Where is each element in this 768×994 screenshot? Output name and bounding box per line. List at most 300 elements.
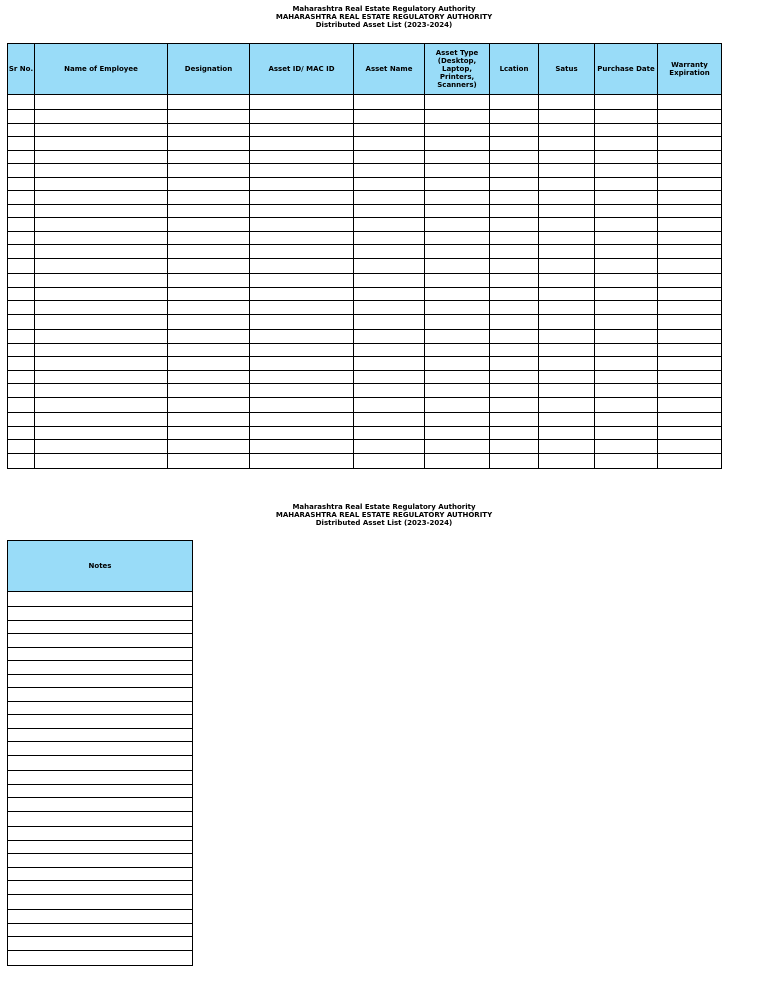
table-row (8, 742, 193, 756)
table-cell (354, 454, 425, 469)
table-cell (658, 191, 722, 205)
table-row (8, 910, 193, 924)
table-cell (425, 398, 490, 413)
table-cell (490, 344, 539, 357)
table-cell (539, 232, 595, 245)
table-cell (35, 398, 168, 413)
table-cell (8, 315, 35, 330)
table-cell (35, 259, 168, 274)
table-cell (168, 245, 250, 259)
table-cell (658, 398, 722, 413)
table-cell (250, 259, 354, 274)
table-cell (168, 151, 250, 164)
table-cell (168, 164, 250, 178)
table-cell (8, 137, 35, 151)
table-cell (35, 218, 168, 232)
table-cell (168, 218, 250, 232)
table-row (8, 937, 193, 951)
table-row (8, 895, 193, 910)
table-row (8, 371, 722, 384)
table-cell (539, 164, 595, 178)
header-document-title: Distributed Asset List (2023-2024) (315, 519, 453, 527)
table-cell (250, 218, 354, 232)
table-cell (354, 427, 425, 440)
table-row (8, 110, 722, 124)
table-cell (539, 344, 595, 357)
table-cell (658, 259, 722, 274)
table-cell (8, 841, 193, 854)
table-cell (8, 330, 35, 344)
table-cell (539, 137, 595, 151)
table-cell (425, 371, 490, 384)
table-cell (658, 218, 722, 232)
table-cell (425, 344, 490, 357)
table-row (8, 384, 722, 398)
table-cell (595, 205, 658, 218)
table-cell (8, 951, 193, 966)
column-header-status: Satus (539, 44, 595, 95)
table-cell (595, 413, 658, 427)
table-cell (658, 124, 722, 137)
table-cell (490, 164, 539, 178)
asset-table-body (8, 95, 722, 469)
table-row (8, 259, 722, 274)
table-cell (354, 137, 425, 151)
table-cell (658, 301, 722, 315)
table-cell (658, 440, 722, 454)
table-cell (354, 191, 425, 205)
table-cell (658, 245, 722, 259)
table-cell (8, 742, 193, 756)
table-cell (539, 427, 595, 440)
table-cell (539, 124, 595, 137)
table-cell (8, 178, 35, 191)
table-row (8, 164, 722, 178)
table-cell (8, 771, 193, 785)
table-cell (595, 301, 658, 315)
table-cell (539, 178, 595, 191)
table-cell (8, 151, 35, 164)
table-cell (539, 274, 595, 288)
table-row (8, 427, 722, 440)
table-cell (490, 398, 539, 413)
table-cell (8, 218, 35, 232)
table-cell (595, 259, 658, 274)
table-cell (425, 288, 490, 301)
table-cell (595, 110, 658, 124)
table-cell (250, 137, 354, 151)
table-cell (425, 191, 490, 205)
table-cell (490, 110, 539, 124)
table-cell (354, 330, 425, 344)
table-cell (168, 427, 250, 440)
table-cell (490, 301, 539, 315)
table-cell (168, 124, 250, 137)
table-row (8, 344, 722, 357)
table-cell (8, 937, 193, 951)
table-cell (490, 330, 539, 344)
column-header-location: Lcation (490, 44, 539, 95)
table-cell (354, 218, 425, 232)
table-row (8, 440, 722, 454)
table-cell (250, 164, 354, 178)
table-cell (490, 95, 539, 110)
column-header-asset-type: Asset Type (Desktop, Laptop, Printers, Scanners) (425, 44, 490, 95)
table-cell (354, 440, 425, 454)
table-cell (595, 344, 658, 357)
table-row (8, 841, 193, 854)
table-row (8, 592, 193, 607)
table-row (8, 924, 193, 937)
table-row (8, 771, 193, 785)
table-cell (250, 371, 354, 384)
table-row (8, 245, 722, 259)
table-cell (354, 398, 425, 413)
column-header-asset-name: Asset Name (354, 44, 425, 95)
table-cell (168, 330, 250, 344)
table-cell (595, 124, 658, 137)
table-cell (425, 384, 490, 398)
table-cell (354, 259, 425, 274)
table-cell (490, 232, 539, 245)
table-cell (539, 95, 595, 110)
table-cell (595, 164, 658, 178)
table-row (8, 785, 193, 798)
table-cell (8, 205, 35, 218)
header-org-name: Maharashtra Real Estate Regulatory Authority (292, 503, 476, 511)
table-cell (168, 95, 250, 110)
table-cell (8, 259, 35, 274)
table-cell (8, 895, 193, 910)
table-row (8, 301, 722, 315)
table-cell (539, 398, 595, 413)
table-cell (595, 288, 658, 301)
header-org-name-caps: MAHARASHTRA REAL ESTATE REGULATORY AUTHORITY (275, 511, 493, 519)
table-cell (35, 440, 168, 454)
table-cell (658, 137, 722, 151)
table-cell (8, 592, 193, 607)
table-cell (8, 756, 193, 771)
table-cell (595, 384, 658, 398)
table-cell (8, 854, 193, 868)
table-cell (425, 95, 490, 110)
table-cell (8, 648, 193, 661)
table-cell (425, 440, 490, 454)
table-row (8, 756, 193, 771)
table-cell (490, 178, 539, 191)
table-cell (354, 245, 425, 259)
table-cell (35, 384, 168, 398)
table-row (8, 95, 722, 110)
asset-list-table (7, 43, 722, 469)
table-row (8, 868, 193, 881)
table-cell (595, 178, 658, 191)
notes-table-body (8, 592, 193, 966)
table-cell (354, 178, 425, 191)
table-cell (8, 868, 193, 881)
table-cell (425, 454, 490, 469)
table-cell (354, 357, 425, 371)
table-cell (35, 164, 168, 178)
table-cell (8, 634, 193, 648)
table-cell (354, 110, 425, 124)
table-cell (490, 384, 539, 398)
table-cell (250, 178, 354, 191)
bottom-page-header (0, 503, 768, 527)
table-cell (168, 413, 250, 427)
table-row (8, 715, 193, 729)
table-row (8, 232, 722, 245)
table-cell (425, 178, 490, 191)
table-cell (425, 301, 490, 315)
table-row (8, 661, 193, 675)
table-cell (354, 344, 425, 357)
table-cell (425, 357, 490, 371)
table-cell (425, 164, 490, 178)
column-header-warranty-expiration: Warranty Expiration (658, 44, 722, 95)
table-row (8, 218, 722, 232)
table-cell (168, 288, 250, 301)
table-cell (539, 259, 595, 274)
table-cell (35, 288, 168, 301)
table-row (8, 881, 193, 895)
table-cell (595, 454, 658, 469)
table-cell (595, 315, 658, 330)
table-cell (539, 191, 595, 205)
table-cell (490, 259, 539, 274)
table-cell (35, 191, 168, 205)
table-cell (168, 232, 250, 245)
table-cell (354, 315, 425, 330)
table-cell (250, 440, 354, 454)
table-cell (8, 798, 193, 812)
table-cell (490, 357, 539, 371)
table-cell (595, 151, 658, 164)
table-cell (8, 124, 35, 137)
table-cell (168, 301, 250, 315)
table-cell (658, 315, 722, 330)
table-cell (168, 137, 250, 151)
table-row (8, 274, 722, 288)
table-row (8, 812, 193, 827)
table-cell (8, 95, 35, 110)
table-cell (595, 274, 658, 288)
table-cell (8, 454, 35, 469)
table-cell (425, 330, 490, 344)
table-cell (354, 384, 425, 398)
table-cell (539, 384, 595, 398)
table-cell (425, 137, 490, 151)
table-cell (425, 413, 490, 427)
column-header-designation: Designation (168, 44, 250, 95)
table-cell (425, 218, 490, 232)
table-cell (8, 371, 35, 384)
top-page-header (0, 5, 768, 29)
table-cell (168, 398, 250, 413)
notes-table (7, 540, 193, 966)
table-row (8, 634, 193, 648)
table-cell (658, 274, 722, 288)
table-cell (8, 413, 35, 427)
table-row (8, 288, 722, 301)
table-cell (8, 191, 35, 205)
table-cell (425, 427, 490, 440)
table-row (8, 951, 193, 966)
table-cell (35, 178, 168, 191)
table-cell (35, 357, 168, 371)
table-cell (8, 288, 35, 301)
table-cell (250, 398, 354, 413)
table-cell (250, 384, 354, 398)
table-cell (490, 274, 539, 288)
table-cell (658, 110, 722, 124)
table-cell (250, 454, 354, 469)
table-cell (8, 621, 193, 634)
table-cell (8, 675, 193, 688)
table-cell (8, 274, 35, 288)
table-cell (168, 191, 250, 205)
table-cell (8, 398, 35, 413)
table-row (8, 675, 193, 688)
table-cell (35, 330, 168, 344)
table-cell (8, 607, 193, 621)
asset-table-header-row (8, 44, 722, 95)
table-cell (658, 371, 722, 384)
table-cell (250, 95, 354, 110)
table-cell (250, 413, 354, 427)
table-row (8, 398, 722, 413)
table-row (8, 648, 193, 661)
table-row (8, 702, 193, 715)
table-cell (490, 191, 539, 205)
table-cell (8, 661, 193, 675)
table-cell (354, 164, 425, 178)
table-cell (35, 413, 168, 427)
table-cell (425, 110, 490, 124)
column-header-notes: Notes (8, 541, 193, 592)
table-cell (490, 454, 539, 469)
table-cell (425, 259, 490, 274)
table-cell (8, 344, 35, 357)
table-cell (168, 315, 250, 330)
table-cell (425, 124, 490, 137)
table-cell (35, 427, 168, 440)
table-cell (539, 205, 595, 218)
table-row (8, 688, 193, 702)
table-row (8, 191, 722, 205)
table-cell (168, 205, 250, 218)
table-cell (354, 124, 425, 137)
table-cell (250, 245, 354, 259)
header-org-name-caps: MAHARASHTRA REAL ESTATE REGULATORY AUTHORITY (275, 13, 493, 21)
table-cell (539, 301, 595, 315)
table-cell (250, 344, 354, 357)
table-cell (595, 218, 658, 232)
table-cell (35, 110, 168, 124)
table-cell (8, 881, 193, 895)
table-cell (35, 344, 168, 357)
table-row (8, 357, 722, 371)
table-cell (539, 357, 595, 371)
table-cell (8, 164, 35, 178)
table-cell (168, 371, 250, 384)
table-cell (490, 315, 539, 330)
table-row (8, 854, 193, 868)
table-cell (595, 357, 658, 371)
table-cell (425, 315, 490, 330)
table-cell (8, 384, 35, 398)
table-cell (168, 259, 250, 274)
table-cell (490, 137, 539, 151)
column-header-purchase-date: Purchase Date (595, 44, 658, 95)
table-cell (168, 384, 250, 398)
table-cell (658, 454, 722, 469)
table-cell (8, 785, 193, 798)
table-cell (250, 288, 354, 301)
table-cell (539, 371, 595, 384)
table-cell (8, 827, 193, 841)
table-cell (8, 688, 193, 702)
table-cell (8, 812, 193, 827)
table-cell (250, 191, 354, 205)
table-cell (250, 232, 354, 245)
table-cell (8, 357, 35, 371)
table-cell (595, 371, 658, 384)
table-cell (35, 124, 168, 137)
table-row (8, 315, 722, 330)
table-cell (490, 245, 539, 259)
table-row (8, 205, 722, 218)
table-cell (250, 330, 354, 344)
table-row (8, 621, 193, 634)
table-cell (250, 151, 354, 164)
table-cell (658, 413, 722, 427)
table-cell (250, 110, 354, 124)
table-cell (595, 398, 658, 413)
table-cell (8, 729, 193, 742)
table-cell (595, 232, 658, 245)
table-cell (425, 274, 490, 288)
table-cell (490, 218, 539, 232)
table-row (8, 330, 722, 344)
table-cell (35, 315, 168, 330)
table-cell (658, 384, 722, 398)
column-header-employee-name: Name of Employee (35, 44, 168, 95)
table-cell (539, 454, 595, 469)
table-cell (8, 702, 193, 715)
table-cell (490, 205, 539, 218)
table-cell (539, 288, 595, 301)
table-cell (168, 110, 250, 124)
table-cell (658, 178, 722, 191)
table-cell (35, 205, 168, 218)
table-cell (354, 413, 425, 427)
header-document-title: Distributed Asset List (2023-2024) (315, 21, 453, 29)
table-cell (425, 205, 490, 218)
table-cell (168, 274, 250, 288)
table-cell (658, 427, 722, 440)
table-cell (8, 232, 35, 245)
table-cell (490, 151, 539, 164)
table-cell (168, 344, 250, 357)
table-cell (250, 427, 354, 440)
table-cell (168, 454, 250, 469)
table-cell (354, 232, 425, 245)
table-cell (354, 95, 425, 110)
table-cell (490, 427, 539, 440)
table-cell (539, 110, 595, 124)
table-cell (595, 330, 658, 344)
